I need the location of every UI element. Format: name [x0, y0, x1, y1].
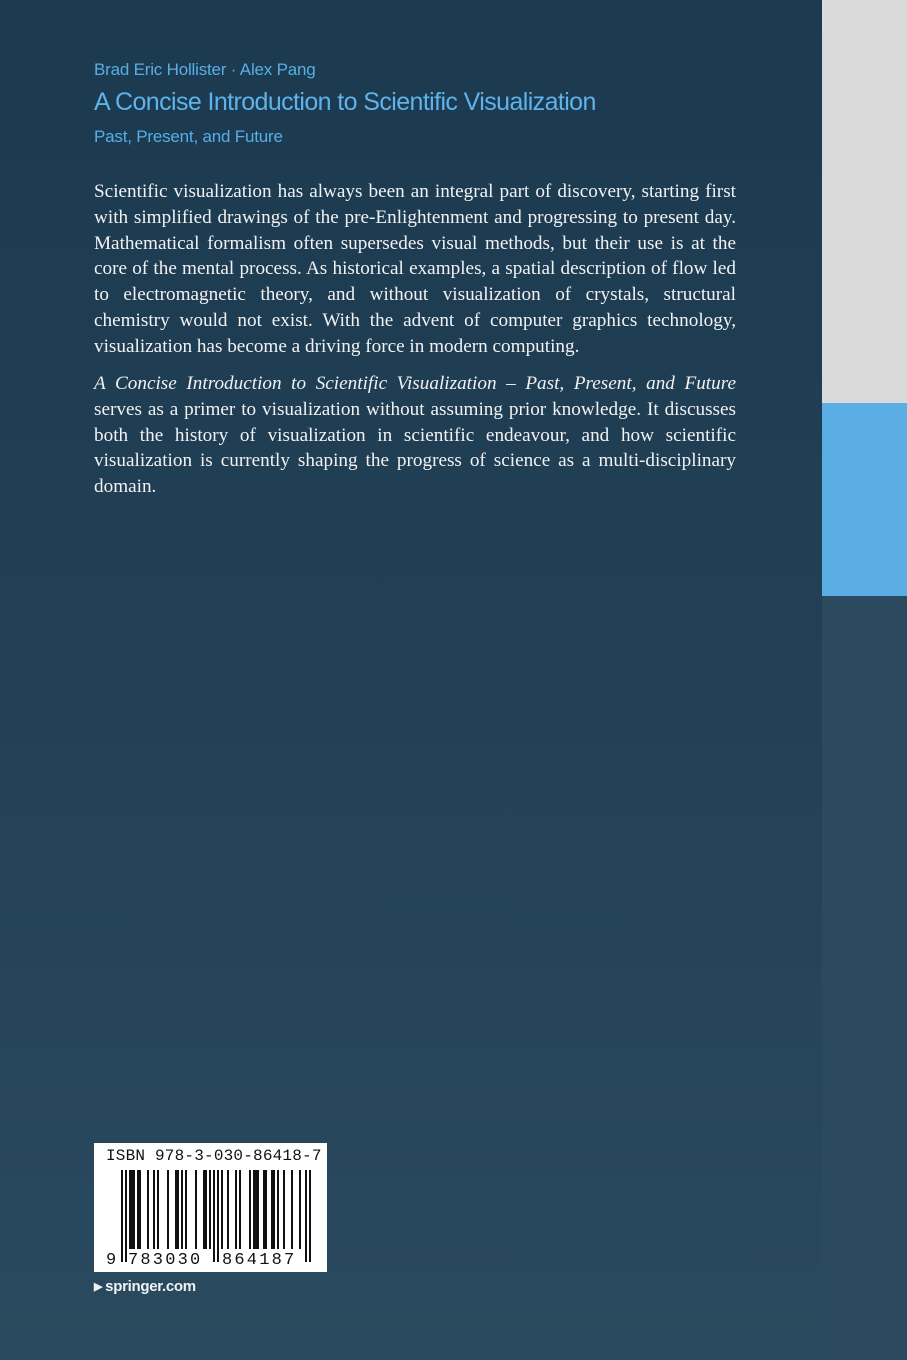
barcode-bar	[249, 1170, 251, 1249]
barcode-bar	[181, 1170, 183, 1249]
barcode-bar	[205, 1170, 207, 1249]
barcode-bar	[131, 1170, 133, 1249]
blurb-paragraph-2	[94, 371, 736, 500]
barcode-bar	[217, 1170, 219, 1262]
barcode-bar	[299, 1170, 301, 1249]
barcode-bar	[167, 1170, 169, 1249]
blurb-book-title-italic: A Concise Introduction to Scientific Visualization – Past, Present, and Future	[94, 373, 736, 394]
book-subtitle: Past, Present, and Future	[94, 127, 283, 146]
barcode-bar	[203, 1170, 205, 1249]
barcode-bar	[253, 1170, 255, 1249]
isbn-barcode	[94, 1143, 327, 1272]
barcode-bar	[263, 1170, 265, 1249]
barcode-bar	[147, 1170, 149, 1249]
barcode-bar	[177, 1170, 179, 1249]
publisher-website-text: springer.com	[105, 1278, 196, 1295]
barcode-bar	[255, 1170, 257, 1249]
strip-dark-block	[822, 596, 907, 1360]
barcode-bar	[195, 1170, 197, 1249]
barcode-bar	[139, 1170, 141, 1249]
barcode-bar	[239, 1170, 241, 1249]
barcode-bar	[213, 1170, 215, 1262]
barcode-bar	[277, 1170, 279, 1249]
strip-grey-block	[822, 0, 907, 403]
barcode-bar	[271, 1170, 273, 1249]
barcode-bar	[265, 1170, 267, 1249]
barcode-bar	[273, 1170, 275, 1249]
book-authors: Brad Eric Hollister · Alex Pang	[94, 60, 316, 79]
isbn-label: ISBN 978-3-030-86418-7	[106, 1147, 322, 1165]
barcode-bar	[185, 1170, 187, 1249]
barcode-bar	[283, 1170, 285, 1249]
play-triangle-icon: ▶	[94, 1281, 103, 1293]
barcode-bar	[257, 1170, 259, 1249]
barcode-digits: 9	[106, 1251, 117, 1270]
barcode-bar	[153, 1170, 155, 1249]
book-title: A Concise Introduction to Scientific Visualization	[94, 88, 596, 116]
strip-blue-block	[822, 403, 907, 596]
barcode-bar	[137, 1170, 139, 1249]
barcode-bar	[235, 1170, 237, 1249]
barcode-bar	[129, 1170, 131, 1249]
barcode-bar	[209, 1170, 211, 1249]
barcode-bar	[157, 1170, 159, 1249]
barcode-bar	[175, 1170, 177, 1249]
barcode-digits: 783030	[128, 1251, 203, 1270]
spine-color-strip	[822, 0, 907, 1360]
barcode-digits: 864187	[222, 1251, 297, 1270]
barcode-bar	[227, 1170, 229, 1249]
barcode-bar	[133, 1170, 135, 1249]
publisher-website[interactable]	[94, 1278, 196, 1295]
barcode-bar	[291, 1170, 293, 1249]
barcode-bar	[309, 1170, 311, 1262]
barcode-graphic	[94, 1143, 327, 1272]
barcode-bar	[121, 1170, 123, 1262]
barcode-bar	[305, 1170, 307, 1262]
blurb-paragraph-1: Scientific visualization has always been an integral part of discovery, starting first with simplified drawings of the pre-Enlightenment and progressing to present day. Mathematical formalism often supersedes visual methods, but their use is at the core of the mental process. As historical examples, a spatial description of flow led to electromagnetic theory, and without visualization of crystals, structural chemistry would not exist. With the advent of computer graphics technology, visualization has become a driving force in modern computing.	[94, 181, 736, 357]
blurb-paragraph-2-text: serves as a primer to visualization without assuming prior knowledge. It discusses both the history of visualization in scientific endeavour, and how scientific visualization is currently shaping the progress of science as a multi-disciplinary domain.	[94, 398, 736, 498]
barcode-bar	[221, 1170, 223, 1249]
barcode-bar	[125, 1170, 127, 1262]
